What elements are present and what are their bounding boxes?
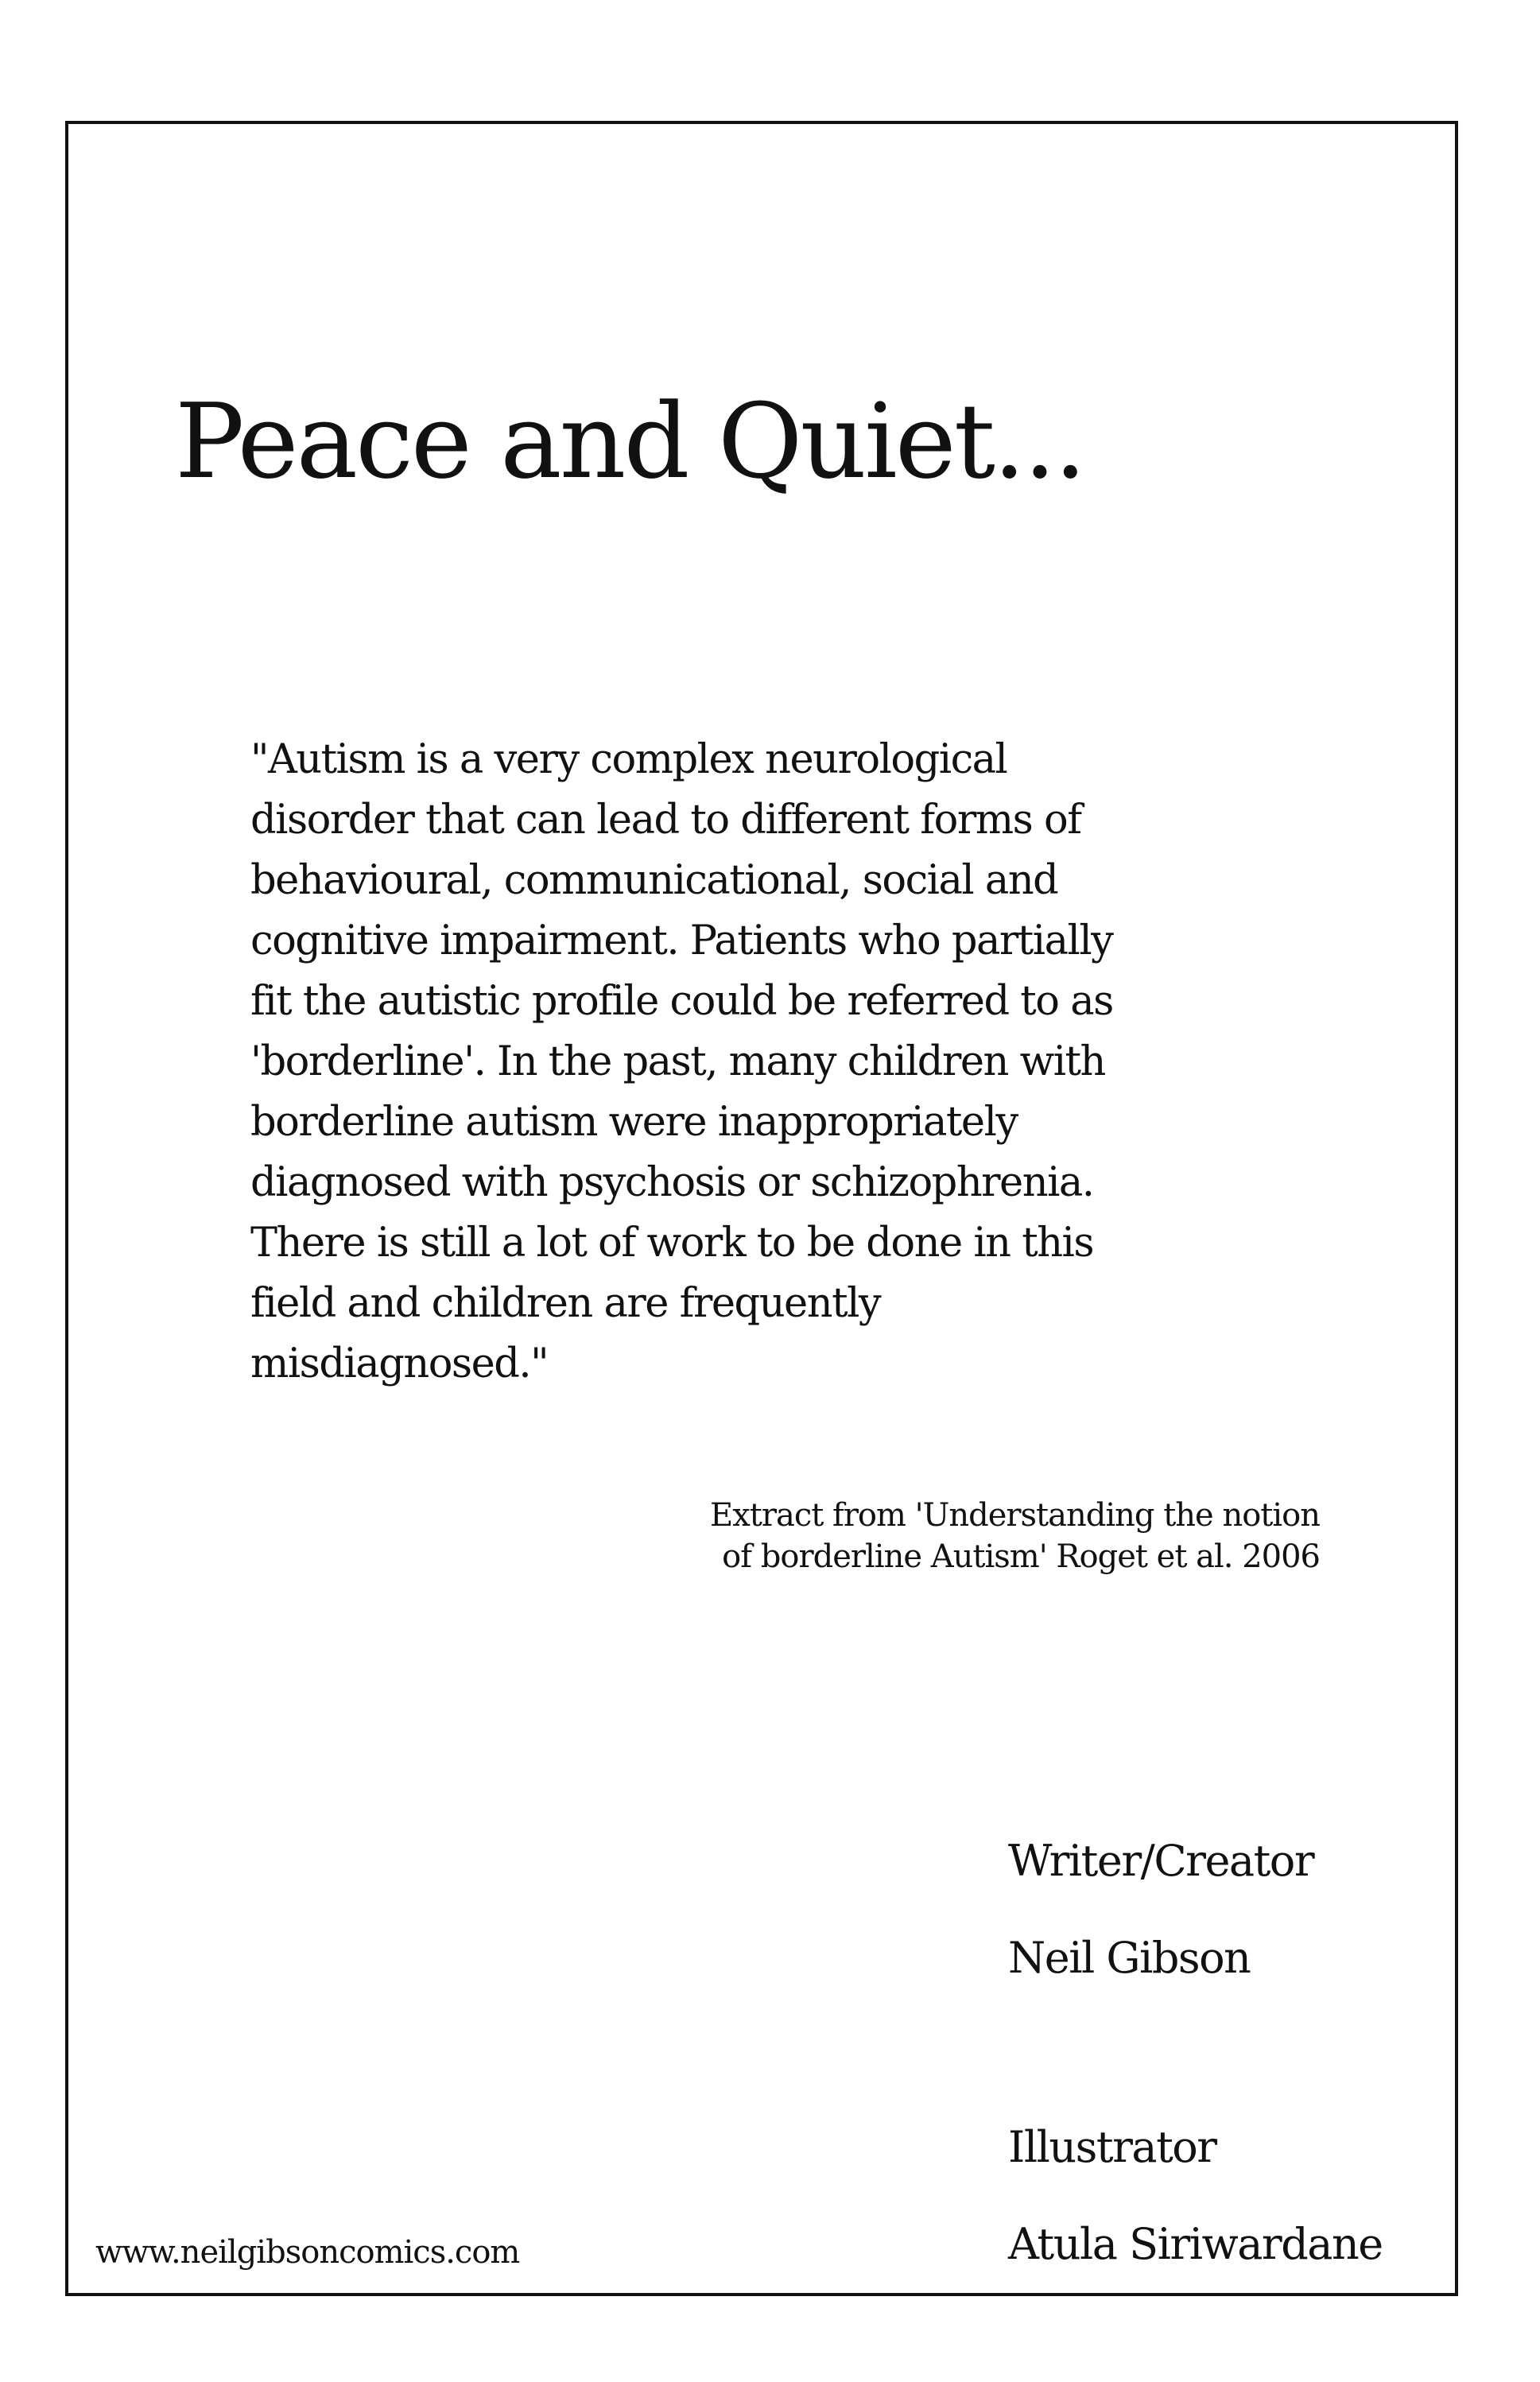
writer-role-label: Writer/Creator bbox=[1008, 1836, 1314, 1886]
quote-line: field and children are frequently bbox=[250, 1280, 881, 1327]
quote-line: 'borderline'. In the past, many children with bbox=[250, 1038, 1105, 1085]
quote-line: behavioural, communicational, social and bbox=[250, 857, 1058, 904]
illustrator-name: Atula Siriwardane bbox=[1008, 2219, 1383, 2269]
illustrator-role-label: Illustrator bbox=[1008, 2122, 1216, 2172]
quote-line: fit the autistic profile could be referred to as bbox=[250, 978, 1113, 1025]
page-title: Peace and Quiet... bbox=[175, 381, 1084, 502]
quote-line: cognitive impairment. Patients who partially bbox=[250, 917, 1113, 964]
citation-line: of borderline Autism' Roget et al. 2006 bbox=[722, 1538, 1320, 1575]
quote-block bbox=[250, 730, 1395, 1395]
quote-line: disorder that can lead to different forms of bbox=[250, 797, 1081, 844]
quote-line: borderline autism were inappropriately bbox=[250, 1099, 1018, 1146]
website-url: www.neilgibsoncomics.com bbox=[95, 2234, 520, 2271]
citation-line: Extract from 'Understanding the notion bbox=[710, 1497, 1320, 1534]
writer-name: Neil Gibson bbox=[1008, 1933, 1251, 1983]
quote-line: diagnosed with psychosis or schizophrenia. bbox=[250, 1159, 1094, 1206]
quote-line: "Autism is a very complex neurological bbox=[250, 736, 1007, 783]
quote-line: misdiagnosed." bbox=[250, 1340, 549, 1387]
quote-line: There is still a lot of work to be done in this bbox=[250, 1220, 1094, 1267]
quote-citation bbox=[710, 1495, 1320, 1577]
